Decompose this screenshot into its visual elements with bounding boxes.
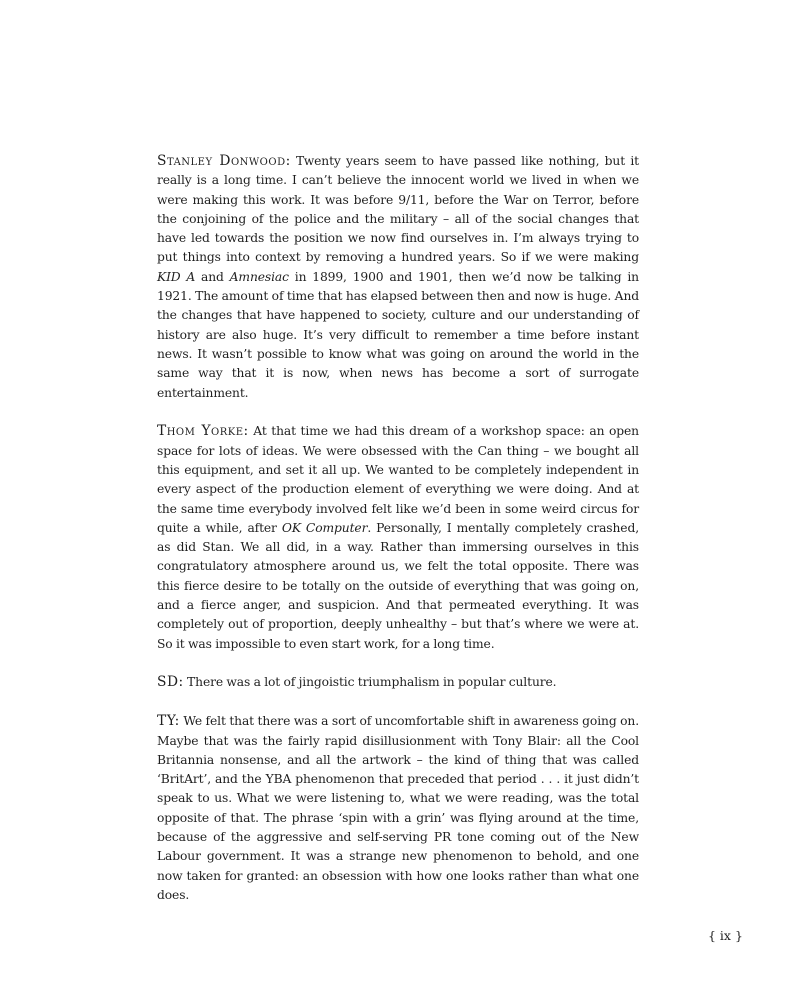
paragraph-text: At that time we had this dream of a workshop space: an open space for lots of ideas. We were obsessed with the Can thing – we bought all this equipment, and set it all up. We wanted to be completely independent in every aspect of the production element of everything we were doing. And at the same time everybody involved felt like we’d been in some weird circus for quite a while, after: [157, 424, 639, 535]
speaker-name: SD:: [157, 674, 184, 691]
paragraph-text: Twenty years seem to have passed like nothing, but it really is a long time. I can’t believe the innocent world we lived in when we were making this work. It was before 9/11, before the War on Terror, before the conjoining of the police and the military – all of the social changes that have led towards the position we now find ourselves in. I’m always trying to put things into context by removing a hundred years. So if we were making: [157, 154, 639, 265]
speaker-name: Stanley Donwood:: [157, 153, 291, 169]
page-number: { ix }: [708, 928, 743, 943]
album-title: Amnesiac: [229, 269, 289, 284]
paragraph-text: in 1899, 1900 and 1901, then we’d now be talking in 1921. The amount of time that has elapsed between then and now is huge. And the changes that have happened to society, culture and our understanding of history are also huge. It’s very difficult to remember a time before instant news. It wasn’t possible to know what was going on around the world in the same way that it is now, when news has become a sort of surrogate entertainment.: [157, 269, 639, 400]
speaker-name: Thom Yorke:: [157, 423, 249, 440]
paragraph-thom-yorke: [157, 422, 639, 654]
paragraph-text: and: [195, 269, 230, 284]
paragraph-text: We felt that there was a sort of uncomfortable shift in awareness going on. Maybe that was the fairly rapid disillusionment with Tony Blair: all the Cool Britannia nonsense, and all the artwork – the kind of thing that was called ‘BritArt’, and the YBA phenomenon that preceded that period . . . it just didn’t speak to us. What we were listening to, what we were reading, was the total opposite of that. The phrase ‘spin with a grin’ was flying around at the time, because of the aggressive and self-serving PR tone coming out of the New Labour government. It was a strange new phenomenon to behold, and one now taken for granted: an obsession with how one looks rather than what one does.: [157, 714, 639, 902]
text-column: [157, 152, 639, 925]
paragraph-ty: [157, 712, 639, 905]
paragraph-stanley-donwood: [157, 152, 639, 403]
album-title: OK Computer: [281, 520, 368, 535]
paragraph-text: . Personally, I mentally completely crashed, as did Stan. We all did, in a way. Rather than immersing ourselves in this congratulatory atmosphere around us, we felt the total opposite. There was this fierce desire to be totally on the outside of everything that was going on, and a fierce anger, and suspicion. And that permeated everything. It was completely out of proportion, deeply unhealthy – but that’s where we were at. So it was impossible to even start work, for a long time.: [157, 520, 639, 651]
album-title: KID A: [157, 269, 196, 284]
paragraph-sd: [157, 673, 639, 692]
paragraph-text: There was a lot of jingoistic triumphalism in popular culture.: [183, 675, 557, 690]
speaker-name: TY:: [157, 713, 180, 730]
